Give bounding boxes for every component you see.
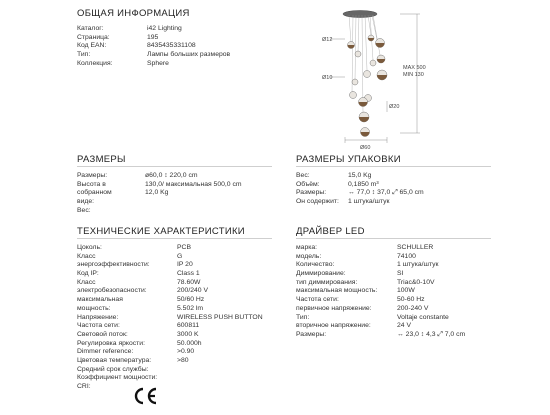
table-row <box>77 340 263 349</box>
table-row <box>296 181 424 190</box>
row-label: Напряжение: <box>77 313 119 321</box>
table-row <box>296 270 465 279</box>
row-label: Он содержит: <box>296 198 339 206</box>
row-value: SI <box>397 270 404 278</box>
row-value: PCB <box>177 244 191 251</box>
row-value: 50-60 Hz <box>397 296 425 304</box>
row-label: модель: <box>296 252 322 260</box>
row-value: 50/60 Hz <box>177 296 205 304</box>
row-value: 200-240 V <box>397 304 429 312</box>
dim-max-label: MAX 500 <box>403 65 426 71</box>
row-label: Тип: <box>77 51 91 59</box>
packaging-table <box>296 172 424 207</box>
row-value: ↔ 23,0 ↕ 4,3 ⤢ 7,0 cm <box>397 330 466 338</box>
row-label: Коэффициент мощности: <box>77 374 158 382</box>
row-value: ↔ 77,0 ↕ 37,0 ⤢ 65,0 cm <box>348 189 424 197</box>
table-row <box>296 261 465 270</box>
divider-line <box>296 238 491 239</box>
table-row <box>77 198 242 207</box>
table-row <box>77 348 263 357</box>
table-row <box>77 383 263 392</box>
row-value: Triac&0-10V <box>397 278 435 286</box>
row-label: Dimmer reference: <box>77 348 134 356</box>
ce-mark-icon <box>131 386 159 406</box>
sphere-shape <box>364 71 371 78</box>
row-value: 1 штука/штук <box>397 261 439 269</box>
row-value: >80 <box>177 356 189 364</box>
sizes-table <box>77 172 242 215</box>
row-value: 74100 <box>397 252 416 260</box>
table-row <box>77 42 230 51</box>
table-row <box>77 314 263 323</box>
row-label: Объём: <box>296 180 320 188</box>
row-value: 3000 K <box>177 330 199 338</box>
table-row <box>77 374 263 383</box>
table-row <box>296 296 465 305</box>
row-value: Class 1 <box>177 270 200 278</box>
row-label: Частота сети: <box>296 296 339 304</box>
row-label: Класс <box>77 278 96 286</box>
row-label: первичное напряжение: <box>296 304 372 312</box>
table-row <box>296 198 424 207</box>
row-label: Световой поток: <box>77 330 128 338</box>
table-row <box>77 287 263 296</box>
row-value: 100W <box>397 287 415 295</box>
row-label: Вес: <box>77 206 91 214</box>
sizes-title: РАЗМЕРЫ <box>77 154 126 165</box>
row-label: CRI: <box>77 383 91 390</box>
row-value: SCHULLER <box>397 244 434 251</box>
row-value: 12,0 Kg <box>145 189 169 197</box>
row-label: Диммирование: <box>296 270 346 278</box>
row-label: максимальная мощность: <box>296 287 378 295</box>
table-row <box>296 189 424 198</box>
sphere-shape <box>352 79 358 85</box>
row-value: i42 Lighting <box>147 25 182 32</box>
row-label: Количество: <box>296 261 335 269</box>
row-label: Частота сети: <box>77 322 120 330</box>
table-row <box>77 261 263 270</box>
tech-title: ТЕХНИЧЕСКИЕ ХАРАКТЕРИСТИКИ <box>77 226 245 237</box>
dim-min-label: MIN 130 <box>403 72 424 78</box>
sphere-shape <box>355 51 361 57</box>
row-label: Каталог: <box>77 25 104 32</box>
dim-d10-label: Ø10 <box>322 75 333 81</box>
dim-d60-label: Ø60 <box>360 145 371 151</box>
row-value: 600811 <box>177 322 200 330</box>
row-label: максимальная <box>77 296 123 304</box>
tech-table <box>77 244 263 392</box>
row-label: Класс <box>77 252 96 260</box>
row-label: Высота в <box>77 180 106 188</box>
row-value: 5.502 lm <box>177 304 204 312</box>
row-value: 130,0/ максимальная 500,0 cm <box>145 180 242 188</box>
table-row <box>77 322 263 331</box>
table-row <box>77 207 242 216</box>
row-value: 78.60W <box>177 278 201 286</box>
packaging-title: РАЗМЕРЫ УПАКОВКИ <box>296 154 401 165</box>
table-row <box>296 287 465 296</box>
row-label: марка: <box>296 244 318 251</box>
table-row <box>77 357 263 366</box>
row-label: электробезопасности: <box>77 287 147 295</box>
table-row <box>296 244 465 253</box>
divider-line <box>296 166 491 167</box>
row-label: Средний срок службы: <box>77 365 149 373</box>
row-label: Размеры: <box>296 189 327 197</box>
table-row <box>77 189 242 198</box>
dim-d20-label: Ø20 <box>389 104 400 110</box>
table-row <box>296 172 424 181</box>
sphere-group <box>348 35 388 137</box>
row-value: >0.90 <box>177 348 195 356</box>
divider-line <box>77 238 272 239</box>
dim-d12-label: Ø12 <box>322 37 333 43</box>
row-value: 1 штука/штук <box>348 198 390 206</box>
row-value: 8435435331108 <box>147 42 196 50</box>
table-row <box>77 60 230 69</box>
table-row <box>77 270 263 279</box>
table-row <box>296 279 465 288</box>
row-value: 24 V <box>397 322 411 330</box>
table-row <box>77 253 263 262</box>
general-table <box>77 25 230 68</box>
general-title: ОБЩАЯ ИНФОРМАЦИЯ <box>77 8 190 19</box>
row-value: 195 <box>147 33 159 41</box>
row-label: тип диммирования: <box>296 278 358 286</box>
row-value: 200/240 V <box>177 287 208 295</box>
table-row <box>296 314 465 323</box>
row-label: вторичное напряжение: <box>296 322 371 330</box>
row-label: Тип: <box>296 313 310 321</box>
canopy-shape <box>343 11 377 18</box>
row-value: Voltaje constante <box>397 313 449 321</box>
row-value: 0,1850 m³ <box>348 180 379 188</box>
table-row <box>296 331 465 340</box>
divider-line <box>77 166 272 167</box>
row-label: Размеры: <box>77 172 108 179</box>
table-row <box>296 322 465 331</box>
sphere-shape <box>350 92 357 99</box>
row-label: Код EAN: <box>77 42 107 50</box>
row-value: G <box>177 252 183 260</box>
table-row <box>77 51 230 60</box>
row-value: Sphere <box>147 59 169 67</box>
row-label: Цветовая температура: <box>77 356 152 364</box>
row-label: энергоэффективности: <box>77 261 150 269</box>
chandelier-drawing <box>305 5 455 155</box>
row-value: ø60,0 ↕ 220,0 cm <box>145 172 198 179</box>
table-row <box>77 25 230 34</box>
sphere-shape <box>370 60 376 66</box>
row-label: мощность: <box>77 304 111 312</box>
row-value: IP 20 <box>177 261 193 269</box>
row-label: Цоколь: <box>77 244 102 251</box>
table-row <box>296 305 465 314</box>
row-value: 50.000h <box>177 339 202 347</box>
row-value: 15,0 Kg <box>348 172 372 179</box>
row-value: Лампы больших размеров <box>147 51 231 59</box>
row-label: виде: <box>77 198 95 206</box>
row-label: собранном <box>77 189 112 197</box>
driver-table <box>296 244 465 340</box>
table-row <box>77 34 230 43</box>
table-row <box>77 172 242 181</box>
driver-title: ДРАЙВЕР LED <box>296 226 365 237</box>
row-label: Регулировка яркости: <box>77 339 145 347</box>
row-label: Коллекция: <box>77 59 113 67</box>
row-label: Размеры: <box>296 330 327 338</box>
row-label: Вес: <box>296 172 310 179</box>
table-row <box>77 244 263 253</box>
table-row <box>77 296 263 305</box>
row-value: WIRELESS PUSH BUTTON <box>177 313 263 321</box>
table-row <box>77 305 263 314</box>
table-row <box>296 253 465 262</box>
table-row <box>77 366 263 375</box>
row-label: Код IP: <box>77 270 99 278</box>
table-row <box>77 331 263 340</box>
row-label: Страница: <box>77 33 110 41</box>
